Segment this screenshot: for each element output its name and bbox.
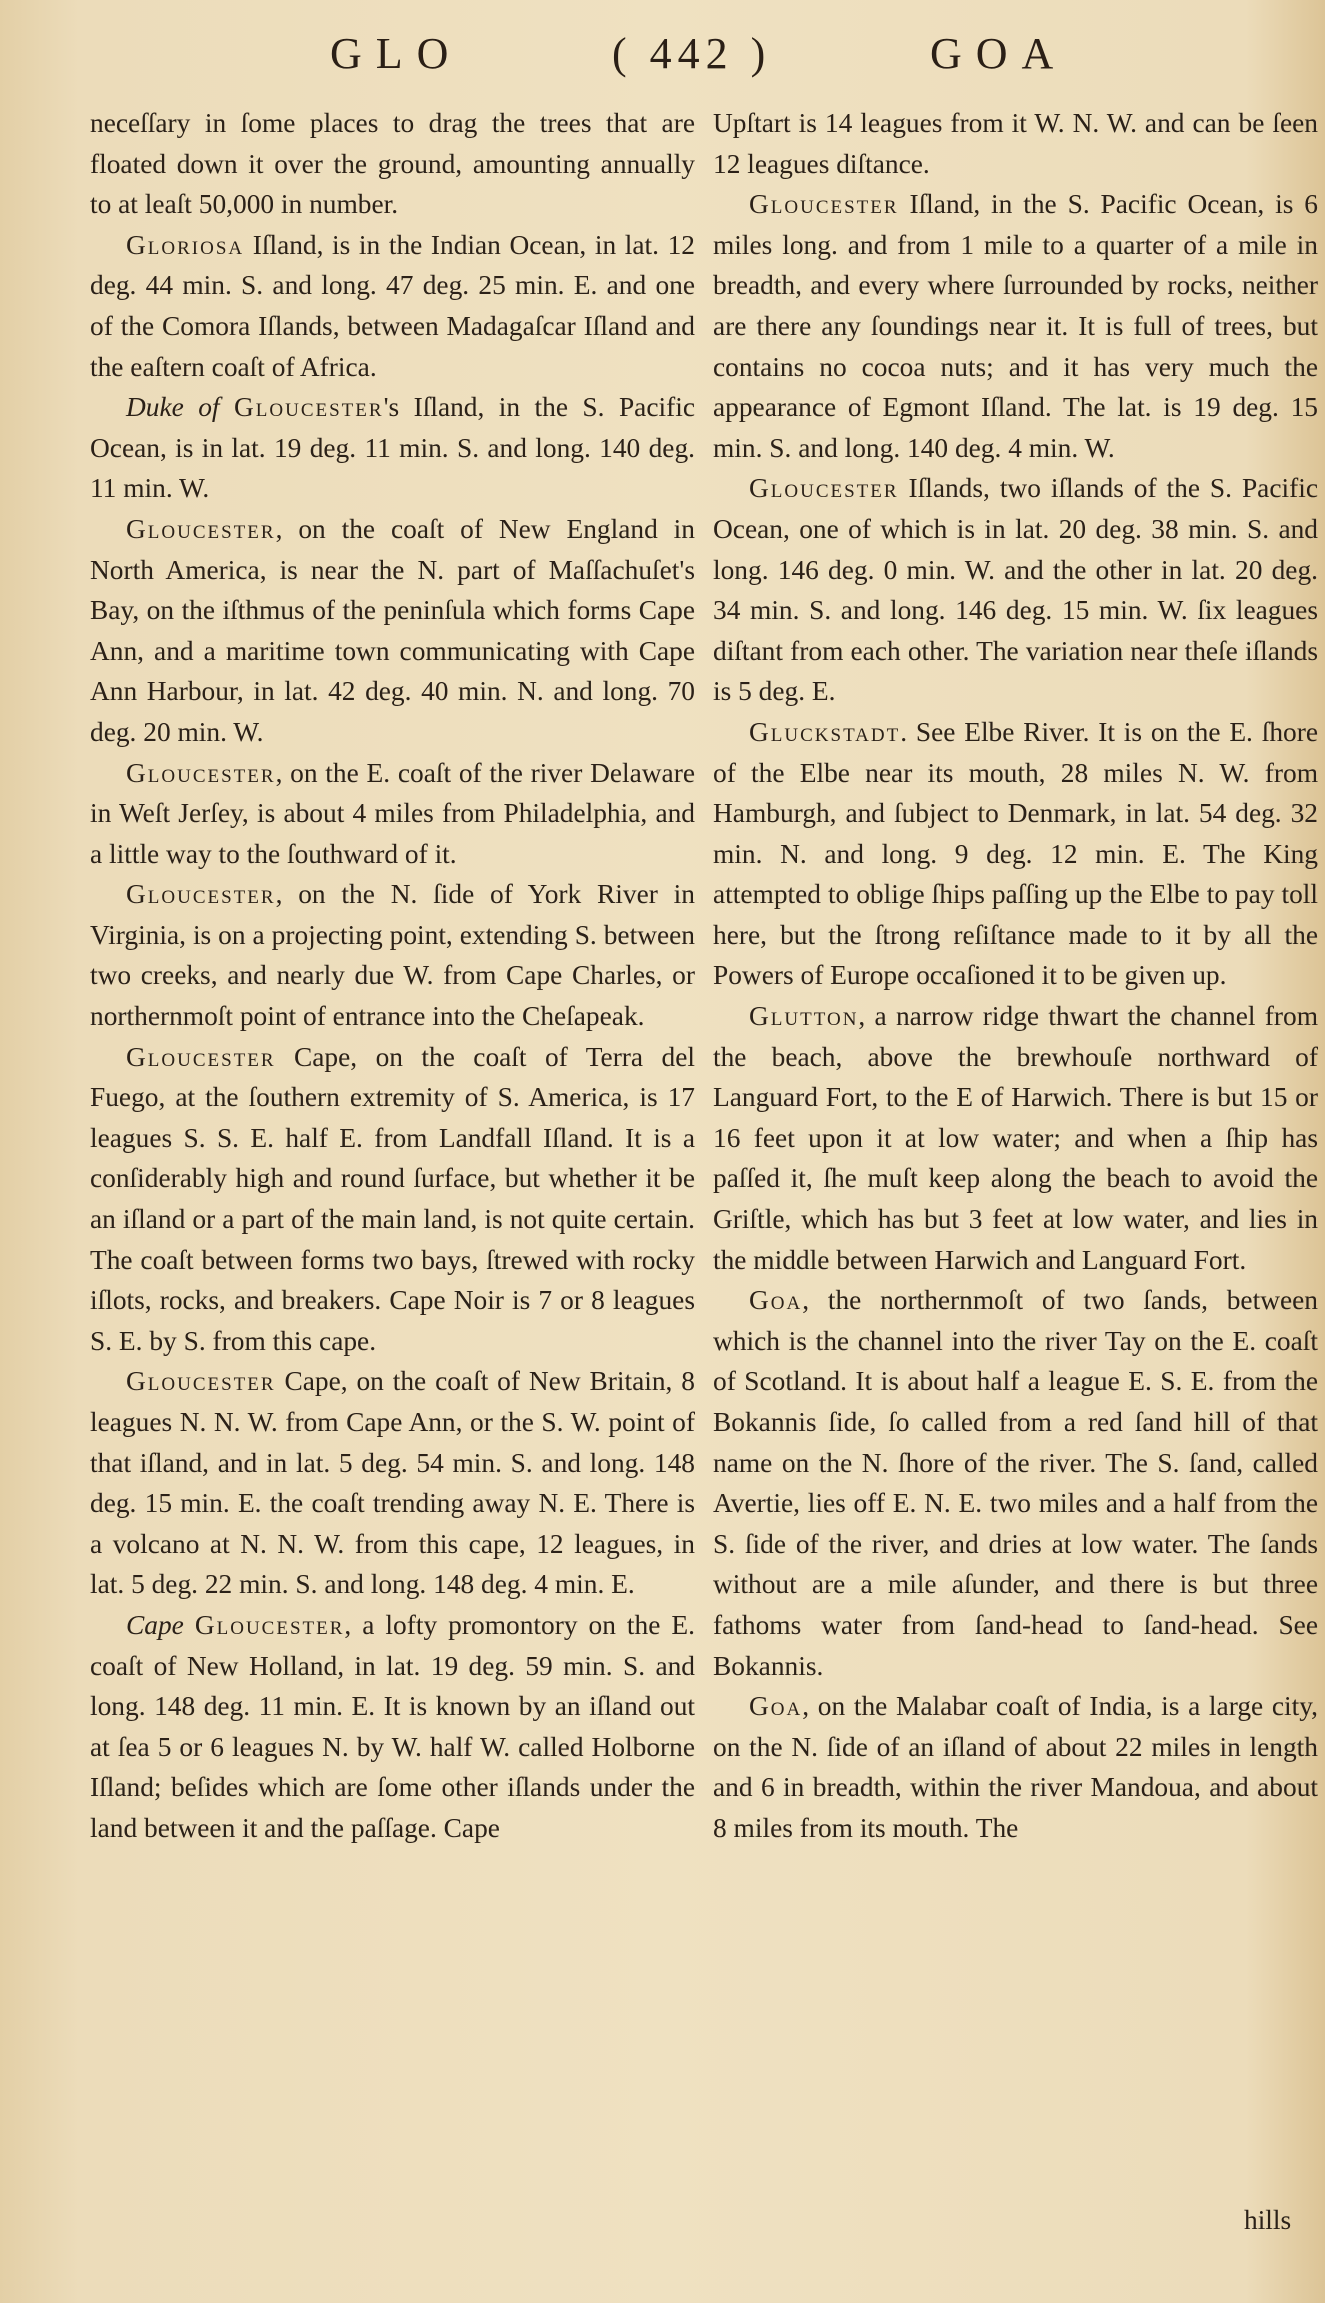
right-column	[713, 103, 1318, 1849]
gazetteer-entry	[90, 509, 695, 753]
entry-text: 's Iſland, in the S. Pacific Ocean, is in lat. 19 deg. 11 min. S. and long. 140 deg. 11 min. W.	[90, 392, 695, 504]
left-column	[90, 103, 695, 1849]
entry-headword: Gloucester	[749, 473, 899, 504]
entry-text: Upſtart is 14 leagues from it W. N. W. and can be ſeen 12 leagues diſtance.	[713, 108, 1318, 179]
entry-headword: Goa	[749, 1285, 803, 1316]
gazetteer-entry	[90, 225, 695, 387]
entry-headword: Gloucester	[126, 1366, 276, 1397]
entry-text: Iſlands, two iſlands of the S. Pacific Ocean, one of which is in lat. 20 deg. 38 min. S. and long. 146 deg. 0 min. W. and the other in lat. 20 deg. 34 min. S. and long. 146 deg. 15 min. W. ſix leagues diſtant from each other. The variation near theſe iſlands is 5 deg. E.	[713, 473, 1318, 707]
gazetteer-entry	[713, 1280, 1318, 1686]
entry-text: Iſland, is in the Indian Ocean, in lat. 12 deg. 44 min. S. and long. 47 deg. 25 min. E. and one of the Comora Iſlands, between Madagaſcar Iſland and the eaſtern coaſt of Africa.	[90, 229, 695, 382]
entry-headword: Gloucester	[194, 1609, 345, 1640]
gazetteer-entry	[90, 874, 695, 1036]
entry-text: , a lofty promontory on the E. coaſt of New Holland, in lat. 19 deg. 59 min. S. and long. 148 deg. 11 min. E. It is known by an iſland out at ſea 5 or 6 leagues N. by W. half W. called Holborne Iſland; beſides which are ſome other iſlands under the land between it and the paſſage. Cape	[90, 1609, 695, 1843]
catchword: hills	[1244, 2205, 1292, 2235]
gazetteer-entry	[713, 712, 1318, 996]
entry-text: . See Elbe River. It is on the E. ſhore of the Elbe near its mouth, 28 miles N. W. from Hamburgh, and ſubject to Denmark, in lat. 54 deg. 32 min. N. and long. 9 deg. 12 min. E. The King attempted to oblige ſhips paſſing up the Elbe to pay toll here, but the ſtrong reſiſtance made to it by all the Powers of Europe occaſioned it to be given up.	[713, 716, 1318, 991]
entry-text: , on the E. coaſt of the river Delaware in Weſt Jerſey, is about 4 miles from Philadelphia, and a little way to the ſouthward of it.	[90, 757, 695, 869]
entry-headword: Glutton	[749, 1001, 859, 1032]
gazetteer-entry	[713, 184, 1318, 468]
entry-text: , on the Malabar coaſt of India, is a large city, on the N. ſide of an iſland of about 22 miles in length and 6 in breadth, within the river Mandoua, and about 8 miles from its mouth. The	[713, 1691, 1318, 1843]
gazetteer-entry	[713, 1686, 1318, 1848]
gazetteer-entry	[90, 1361, 695, 1605]
entry-text: , a narrow ridge thwart the channel from the beach, above the brewhouſe northward of Languard Fort, to the E of Harwich. There is but 15 or 16 feet upon it at low water; and when a ſhip has paſſed it, ſhe muſt keep along the beach to avoid the Griſtle, which has but 3 feet at low water, and lies in the middle between Harwich and Languard Fort.	[713, 1001, 1318, 1275]
entry-prefix: Duke of	[126, 392, 220, 423]
entry-text: , on the coaſt of New England in North America, is near the N. part of Maſſachuſet's Bay, on the iſthmus of the peninſula which forms Cape Ann, and a maritime town communicating with Cape Ann Harbour, in lat. 42 deg. 40 min. N. and long. 70 deg. 20 min. W.	[90, 513, 695, 747]
entry-text: Iſland, in the S. Pacific Ocean, is 6 miles long. and from 1 mile to a quarter of a mile in breadth, and every where ſurrounded by rocks, neither are there any ſoundings near it. It is full of trees, but contains no cocoa nuts; and it has very much the appearance of Egmont Iſland. The lat. is 19 deg. 15 min. S. and long. 140 deg. 4 min. W.	[713, 189, 1318, 463]
gazetteer-entry	[713, 103, 1318, 184]
entry-text: neceſſary in ſome places to drag the trees that are floated down it over the ground, amounting annually to at leaſt 50,000 in number.	[90, 108, 695, 220]
entry-headword: Gloriosa	[126, 229, 245, 260]
entry-headword: Gluckstadt	[749, 716, 901, 747]
entry-headword: Goa	[749, 1691, 803, 1722]
gazetteer-entry	[90, 1605, 695, 1849]
entry-text: , the northernmoſt of two ſands, between which is the channel into the river Tay on the E. coaſt of Scotland. It is about half a league E. S. E. from the Bokannis ſide, ſo called from a red ſand hill of that name on the N. ſhore of the river. The S. ſand, called Avertie, lies off E. N. E. two miles and a half from the S. ſide of the river, and dries at low water. The ſands without are a mile aſunder, and there is but three fathoms water from ſand-head to ſand-head. See Bokannis.	[713, 1285, 1318, 1681]
entry-headword: Gloucester	[126, 757, 276, 788]
entry-headword: Gloucester	[126, 513, 276, 544]
gazetteer-entry	[90, 387, 695, 509]
gazetteer-entry	[90, 103, 695, 225]
entry-headword: Gloucester	[126, 1041, 276, 1072]
entry-text: Cape, on the coaſt of New Britain, 8 leagues N. N. W. from Cape Ann, or the S. W. point of that iſland, and in lat. 5 deg. 54 min. S. and long. 148 deg. 15 min. E. the coaſt trending away N. E. There is a volcano at N. N. W. from this cape, 12 leagues, in lat. 5 deg. 22 min. S. and long. 148 deg. 4 min. E.	[90, 1366, 695, 1600]
gazetteer-entry	[90, 753, 695, 875]
entry-prefix: Cape	[126, 1609, 184, 1640]
entry-text: Cape, on the coaſt of Terra del Fuego, at the ſouthern extremity of S. America, is 17 leagues S. S. E. half E. from Landfall Iſland. It is a conſiderably high and round ſurface, but whether it be an iſland or a part of the main land, is not quite certain. The coaſt between forms two bays, ſtrewed with rocky iſlots, rocks, and breakers. Cape Noir is 7 or 8 leagues S. E. by S. from this cape.	[90, 1041, 695, 1356]
entry-headword: Gloucester	[126, 879, 276, 910]
header-right-guideword: GOA	[930, 29, 1068, 78]
running-header	[0, 22, 1325, 82]
page-number: ( 442 )	[612, 29, 772, 78]
entry-text: , on the N. ſide of York River in Virginia, is on a projecting point, extending S. between two creeks, and nearly due W. from Cape Charles, or northernmoſt point of entrance into the Cheſapeak.	[90, 879, 695, 1032]
header-left-guideword: GLO	[330, 29, 463, 78]
entry-headword: Gloucester	[749, 189, 899, 220]
gazetteer-entry	[90, 1037, 695, 1362]
entry-headword: Gloucester	[234, 392, 384, 423]
gazetteer-entry	[713, 468, 1318, 712]
gazetteer-entry	[713, 996, 1318, 1280]
